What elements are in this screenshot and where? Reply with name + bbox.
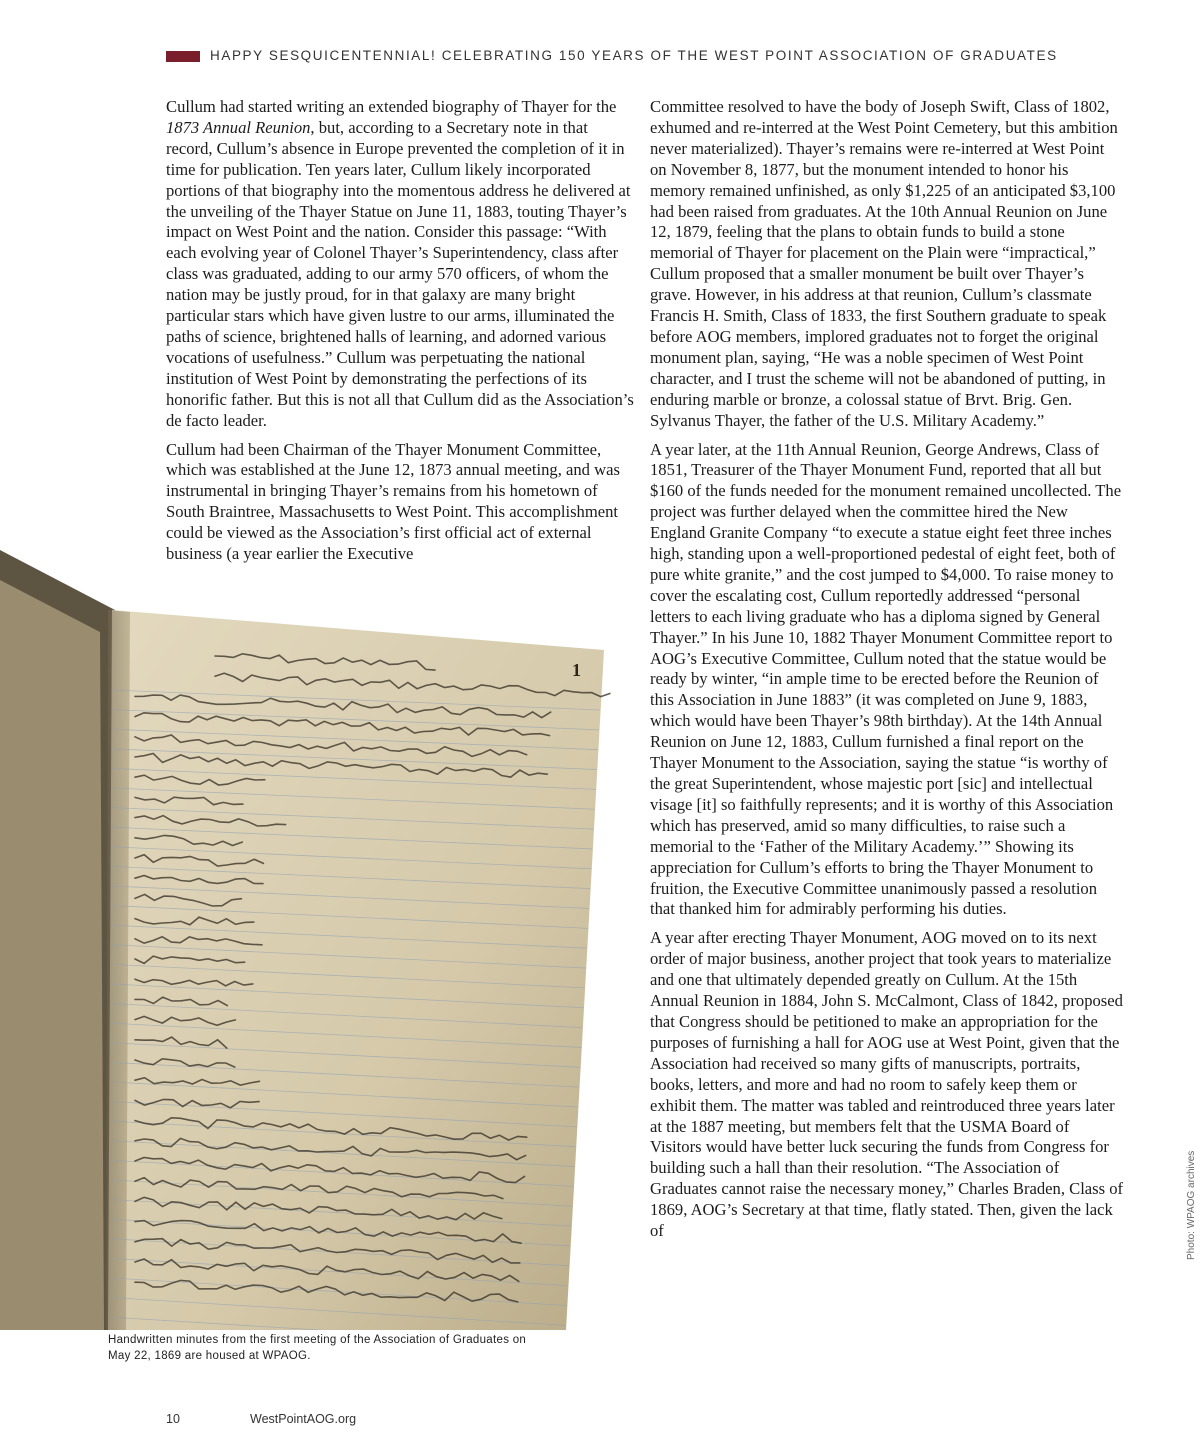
- left-column: [166, 97, 636, 565]
- right-paragraph-1: Committee resolved to have the body of Joseph Swift, Class of 1802, exhumed and re-interred at the West Point Cemetery, but this ambition never materialized). Thayer’s remains were re-interred at West Point on November 8, 1877, but the monument intended to honor his memory remained unfinished, as only $1,225 of an anticipated $3,100 had been raised from graduates. At the 10th Annual Reunion on June 12, 1879, feeling that the plans to obtain funds to build a stone memorial of Thayer for placement on the Plain were “impractical,” Cullum proposed that a smaller monument be built over Thayer’s grave. However, in his address at that reunion, Cullum’s classmate Francis H. Smith, Class of 1833, the first Southern graduate to speak before AOG members, implored graduates not to forget the original monument plan, saying, “He was a noble specimen of West Point character, and I trust the scheme will not be abandoned of putting, in enduring marble or bronze, a colossal statue of Brvt. Brig. Gen. Sylvanus Thayer, the father of the U.S. Military Academy.”: [650, 97, 1118, 430]
- page-number-footer: 10: [166, 1412, 180, 1426]
- notebook-illustration: [0, 540, 630, 1330]
- notebook-page: [108, 610, 604, 1330]
- footer-website: WestPointAOG.org: [250, 1412, 357, 1426]
- running-header: [166, 48, 1126, 66]
- left-paragraph-2: Cullum had been Chairman of the Thayer Monument Committee, which was established at the June 12, 1873 annual meeting, and was instrumental in bringing Thayer’s remains from his hometown of South Braintree, Massachusetts to West Point. This accomplishment could be viewed as the Association’s first official act of external business (a year earlier the Executive: [166, 439, 620, 564]
- right-paragraph-2: A year later, at the 11th Annual Reunion, George Andrews, Class of 1851, Treasurer of the Thayer Monument Fund, reported that all but $160 of the funds needed for the monument remained uncollected. The project was further delayed when the committee hired the New England Granite Company “to execute a statue eight feet three inches high, standing upon a well-proportioned pedestal of eight feet, both of pure white granite,” and the cost jumped to $4,000. To raise money to cover the escalating cost, Cullum reportedly addressed “personal letters to each living graduate who has a diploma signed by General Thayer.” In his June 10, 1882 Thayer Monument Committee report to AOG’s Executive Committee, Cullum noted that the statue would be ready by winter, “in ample time to be erected before the Reunion of this Association in June 1883” (it was completed on June 9, 1883, which would have been Thayer’s 98th birthday). At the 14th Annual Reunion on June 12, 1883, Cullum furnished a final report on the Thayer Monument to the Association, saying the statue “is worthy of the great Superintendent, whose majestic port [sic] and intellectual visage [it] so faithfully represents; and it is worthy of this Association which has preserved, amid so many difficulties, to raise such a memorial to the ‘Father of the Military Academy.’” Showing its appreciation for Cullum’s efforts to bring the Thayer Monument to fruition, the Executive Committee unanimously passed a resolution that thanked him for admirably performing his duties.: [650, 439, 1122, 919]
- right-paragraph-3: A year after erecting Thayer Monument, AOG moved on to its next order of major business, another project that took years to materialize and one that ultimately depended greatly on Cullum. At the 15th Annual Reunion in 1884, John S. McCalmont, Class of 1842, proposed that Congress should be petitioned to make an appropriation for the purposes of furnishing a hall for AOG use at West Point, given that the Association had received so many gifts of manuscripts, portraits, books, letters, and more and had no room to safely keep them or exhibit them. The matter was tabled and reintroduced three years later at the 1887 meeting, but members felt that the USMA Board of Visitors would have better luck securing the funds from Congress for building such a hall than their resolution. “The Association of Graduates cannot raise the necessary money,” Charles Braden, Class of 1869, AOG’s Secretary at that time, flatly stated. Then, given the lack of: [650, 928, 1124, 1241]
- publication-title: 1873 Annual Reunion: [166, 117, 311, 137]
- page-number: 1: [572, 660, 581, 680]
- left-paragraph-1: [166, 97, 636, 432]
- photo-caption: Handwritten minutes from the first meeting of the Association of Graduates on May 22, 1869 are housed at WPAOG.: [108, 1334, 527, 1362]
- handwritten-minutes-photo: [0, 540, 630, 1330]
- left-paragraph-1-rest: , but, according to a Secretary note in that record, Cullum’s absence in Europe prevented the completion of it in time for publication. Ten years later, Cullum likely incorporated portions of that biography into the momentous address he delivered at the unveiling of the Thayer Statue on June 11, 1883, touting Thayer’s impact on West Point and the nation. Consider this passage: “With each evolving year of Colonel Thayer’s Superintendency, class after class was graduated, adding to our army 570 officers, of whom the nation may be justly proud, for in that galaxy are many bright particular stars which have given lustre to our arms, illuminated the paths of science, brightened halls of learning, and adorned various vocations of usefulness.” Cullum was perpetuating the national institution of West Point by demonstrating the perfections of its honorific father. But this is not all that Cullum did as the Association’s de facto leader.: [166, 117, 634, 430]
- header-title: HAPPY SESQUICENTENNIAL! CELEBRATING 150 YEARS OF THE WEST POINT ASSOCIATION OF GRADUATES: [210, 48, 1058, 63]
- header-accent-bar: [166, 51, 200, 62]
- right-column: [650, 97, 1124, 1242]
- photo-credit: Photo: WPAOG archives: [1186, 1150, 1197, 1260]
- left-paragraph-1-start: Cullum had started writing an extended biography of Thayer for the: [166, 97, 617, 116]
